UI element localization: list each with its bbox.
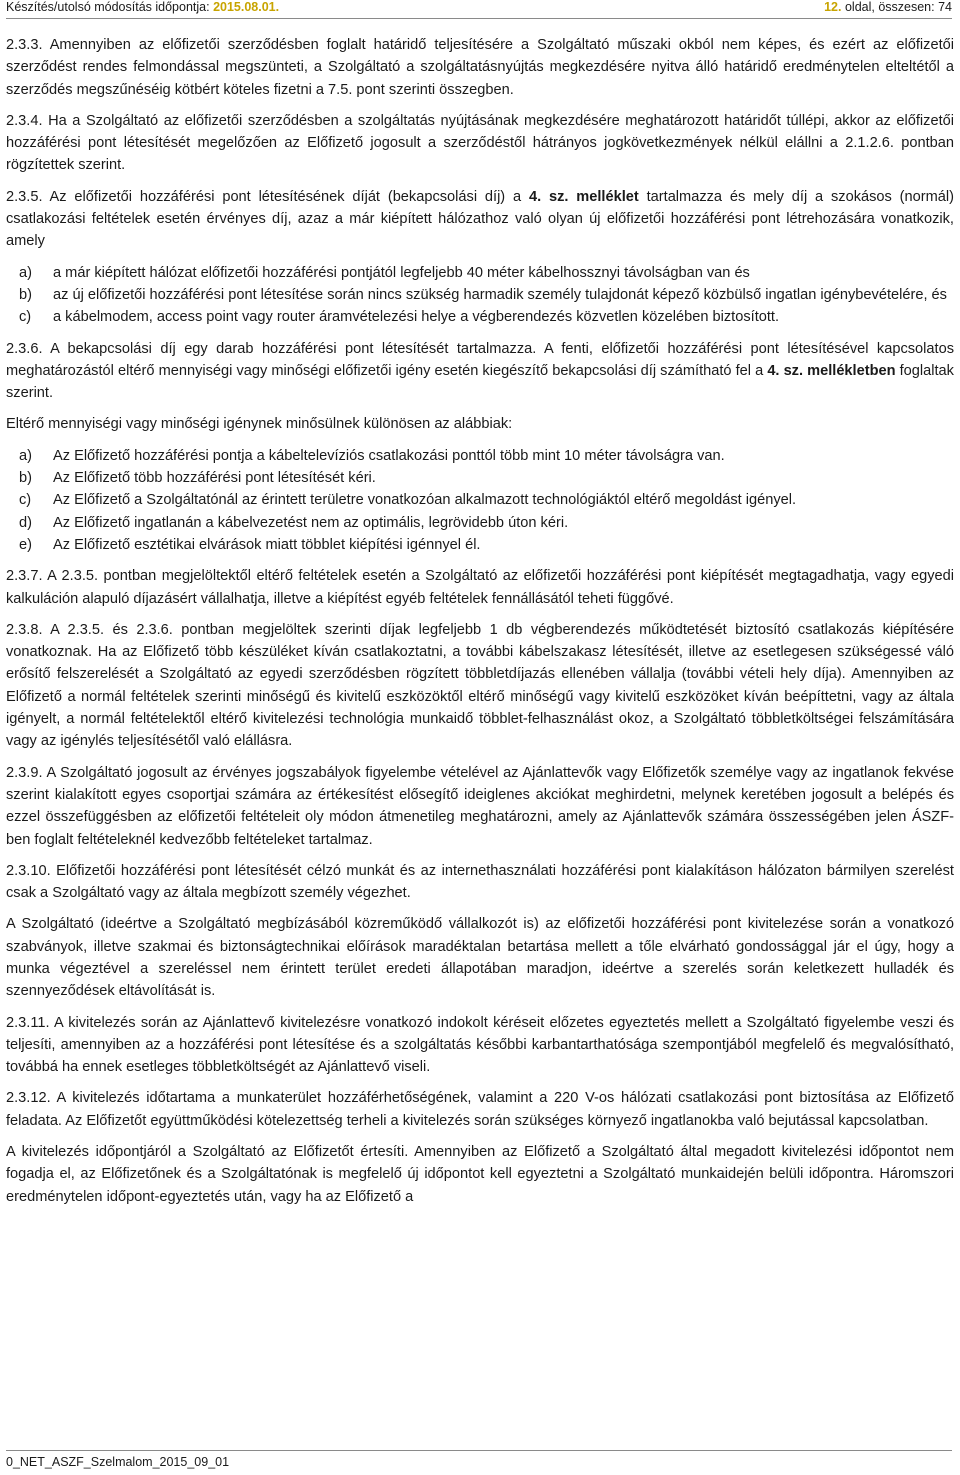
list-item: b) az új előfizetői hozzáférési pont létesítése során nincs szükség harmadik személy tulajdonát képező közbülső ingatlan igénybevételére, és: [19, 286, 947, 303]
paragraph-2-3-5: 2.3.5. Az előfizetői hozzáférési pont létesítésének díját (bekapcsolási díj) a 4. sz. melléklet tartalmazza és mely díj a szokásos (normál) csatlakozási feltételek esetén érvényes díj, azaz a már kiépített hálózathoz való olyan új előfizetői hozzáférési pont létrehozására vonatkozik, amely: [6, 188, 954, 250]
paragraph-2-3-8: 2.3.8. A 2.3.5. és 2.3.6. pontban megjelöltek szerinti díjak legfeljebb 1 db végberendezés működtetését biztosító csatlakozás kiépítésére vonatkoznak. Ha az Előfizető több készüléket kíván csatlakoztatni, a további kábelszakasz létesítését, illetve az esetlegesen szükségessé váló erősítő felszerelését a Szolgáltató az egyedi szerződésben rögzített többletdíjazás ellenében vállalja (további vételi hely díja). Amennyiben az Előfizető a normál feltételek szerinti minőségű és kivitelű eszközöktől eltérő minőségű vagy kivitelű eszközöket kíván beépíttetni, vagy az általa igényelt, a normál feltételektől eltérő kivitelezési technológia munkaidő többlet-felhasználást okoz, a Szolgáltató többletköltségei felszámítására vagy az igénylés teljesítésétől való elállásra.: [6, 621, 954, 750]
header-date-value: 2015.08.01.: [213, 0, 280, 14]
header-date-label: Készítés/utolsó módosítás időpontja:: [6, 0, 214, 14]
annex-reference: 4. sz. mellékletben: [767, 362, 896, 379]
paragraph-2-3-12: 2.3.12. A kivitelezés időtartama a munkaterület hozzáférhetőségének, valamint a 220 V-os hálózati csatlakozási pont biztosítása az Előfizető feladata. Az Előfizetőt együttműködési kötelezettség terheli a kivitelezés során szükséges környező ingatlanokba való bejutással kapcsolatban.: [6, 1090, 954, 1129]
list-item: c) a kábelmodem, access point vagy router áramvételezési helye a végberendezés közvetlen közelében biztosított.: [19, 309, 780, 326]
paragraph-installation-date: A kivitelezés időpontjáról a Szolgáltató az Előfizetőt értesíti. Amennyiben az Előfizető a Szolgáltató által megadott kivitelezési időpontot nem fogadja el, az Előfizetőnek és a Szolgáltatónak is megfelelő új időpontot kell egyeztetni a Szolgáltató munkaidején belüli időpontra. Háromszori eredménytelen időpont-egyeztetés után, vagy ha az Előfizető a: [6, 1144, 954, 1205]
annex-reference: 4. sz. melléklet: [528, 188, 639, 205]
page-footer: [6, 1450, 952, 1475]
page-header: [6, 0, 952, 19]
header-page-number: 12.: [824, 0, 842, 14]
document-body: [6, 34, 954, 1217]
header-modified-date: [6, 0, 279, 14]
paragraph-2-3-4: 2.3.4. Ha a Szolgáltató az előfizetői szerződésben a szolgáltatás nyújtásának megkezdésére meghatározott határidőt túllépi, akkor az előfizetői hozzáférési pont létesítését megelőzően az Előfizető jogosult a szerződéstől hátrányos jogkövetkezmények nélkül elállni a 2.1.2.6. pontban rögzítettek szerint.: [6, 112, 954, 174]
paragraph-2-3-7: 2.3.7. A 2.3.5. pontban megjelöltektől eltérő feltételek esetén a Szolgáltató az előfizetői hozzáférési pont kiépítését megtagadhatja, vagy egyedi kalkuláción alapuló díjazásért vállalhatja, illetve a kiépítést egyéb feltételek fennállásától teheti függővé.: [6, 568, 954, 607]
list-item: a) Az Előfizető hozzáférési pontja a kábeltelevíziós csatlakozási ponttól több mint 10 méter távolságra van.: [19, 447, 725, 464]
list-item: e) Az Előfizető esztétikai elvárások miatt többlet kiépítési igénnyel él.: [19, 536, 481, 553]
paragraph-2-3-9: 2.3.9. A Szolgáltató jogosult az érvényes jogszabályok figyelembe vételével az Ajánlattevők vagy Előfizetők személye vagy az ingatlanok fekvése szerint kialakított egyes csoportjai számára az értékesítést elősegítő ideiglenes akciókat meghirdetni, melynek keretében jogosult a belépés és ezzel összefüggésben az előfizetői feltételeit oly módon átmenetileg meghatározni, amely az Ajánlattevők számára összességében jelen ÁSZF-ben foglalt feltételeknél kedvezőbb feltételeket tartalmaz.: [6, 764, 954, 848]
header-page-counter: [824, 0, 952, 14]
paragraph-2-3-3: 2.3.3. Amennyiben az előfizetői szerződésben foglalt határidő teljesítésére a Szolgáltató műszaki okból nem képes, és ezért az előfizetői szerződést rendes felmondással megszünteti, a Szolgáltató a szolgáltatásnyújtás megkezdésére nyitva álló határidő eredménytelen elteltétől a szerződés megszűnéséig kötbért köteles fizetni a 7.5. pont szerinti összegben.: [6, 37, 954, 98]
paragraph-2-3-11: 2.3.11. A kivitelezés során az Ajánlattevő kivitelezésre vonatkozó indokolt kéréseit előzetes egyeztetés mellett a Szolgáltató figyelembe veszi és teljesíti, amennyiben az a hozzáférési pont létesítése és a szolgáltatás későbbi karbantarthatósága szempontjából megfelelő és megvalósítható, továbbá ha ennek esetleges többletköltségét az Ajánlattevő viseli.: [6, 1014, 954, 1076]
header-page-total: oldal, összesen: 74: [841, 0, 952, 14]
conditions-list: [6, 262, 954, 329]
paragraph-2-3-10: 2.3.10. Előfizetői hozzáférési pont létesítését célzó munkát és az internethasználati hozzáférési pont kialakításon hálózaton bármilyen szerelést csak a Szolgáltató vagy az általa megbízott személy végezhet.: [6, 862, 954, 902]
paragraph-2-3-6: 2.3.6. A bekapcsolási díj egy darab hozzáférési pont létesítését tartalmazza. A fenti, előfizetői hozzáférési pont létesítésével kapcsolatos meghatározástól eltérő mennyiségi vagy minőségi előfizetői igény esetén kiegészítő bekapcsolási díj számítható fel a 4. sz. mellékletben foglaltak szerint.: [6, 340, 954, 402]
list-item: d) Az Előfizető ingatlanán a kábelvezetést nem az optimális, legrövidebb úton kéri.: [19, 514, 569, 531]
demands-list: [6, 445, 954, 556]
paragraph-provider-care: A Szolgáltató (ideértve a Szolgáltató megbízásából közreműködő vállalkozót is) az előfizetői hozzáférési pont kivitelezése során a vonatkozó szabványok, illetve szakmai és biztonságtechnikai előírások maradéktalan betartása mellett a tőle elvárható gondossággal jár el úgy, hogy a munka végeztével a szereléssel nem érintett terület eredeti állapotában maradjon, ideértve a szerelés során keletkezett hulladék és szennyeződések eltávolítását is.: [6, 916, 954, 1000]
paragraph-different-demands: Eltérő mennyiségi vagy minőségi igénynek minősülnek különösen az alábbiak:: [6, 416, 513, 433]
list-item: b) Az Előfizető több hozzáférési pont létesítését kéri.: [19, 470, 376, 487]
list-item: c) Az Előfizető a Szolgáltatónál az érintett területre vonatkozóan alkalmazott technológiáktól eltérő megoldást igényel.: [19, 492, 797, 509]
footer-document-code: 0_NET_ASZF_Szelmalom_2015_09_01: [6, 1455, 230, 1469]
list-item: a) a már kiépített hálózat előfizetői hozzáférési pontjától legfeljebb 40 méter kábelhossznyi távolságban van és: [19, 264, 750, 281]
